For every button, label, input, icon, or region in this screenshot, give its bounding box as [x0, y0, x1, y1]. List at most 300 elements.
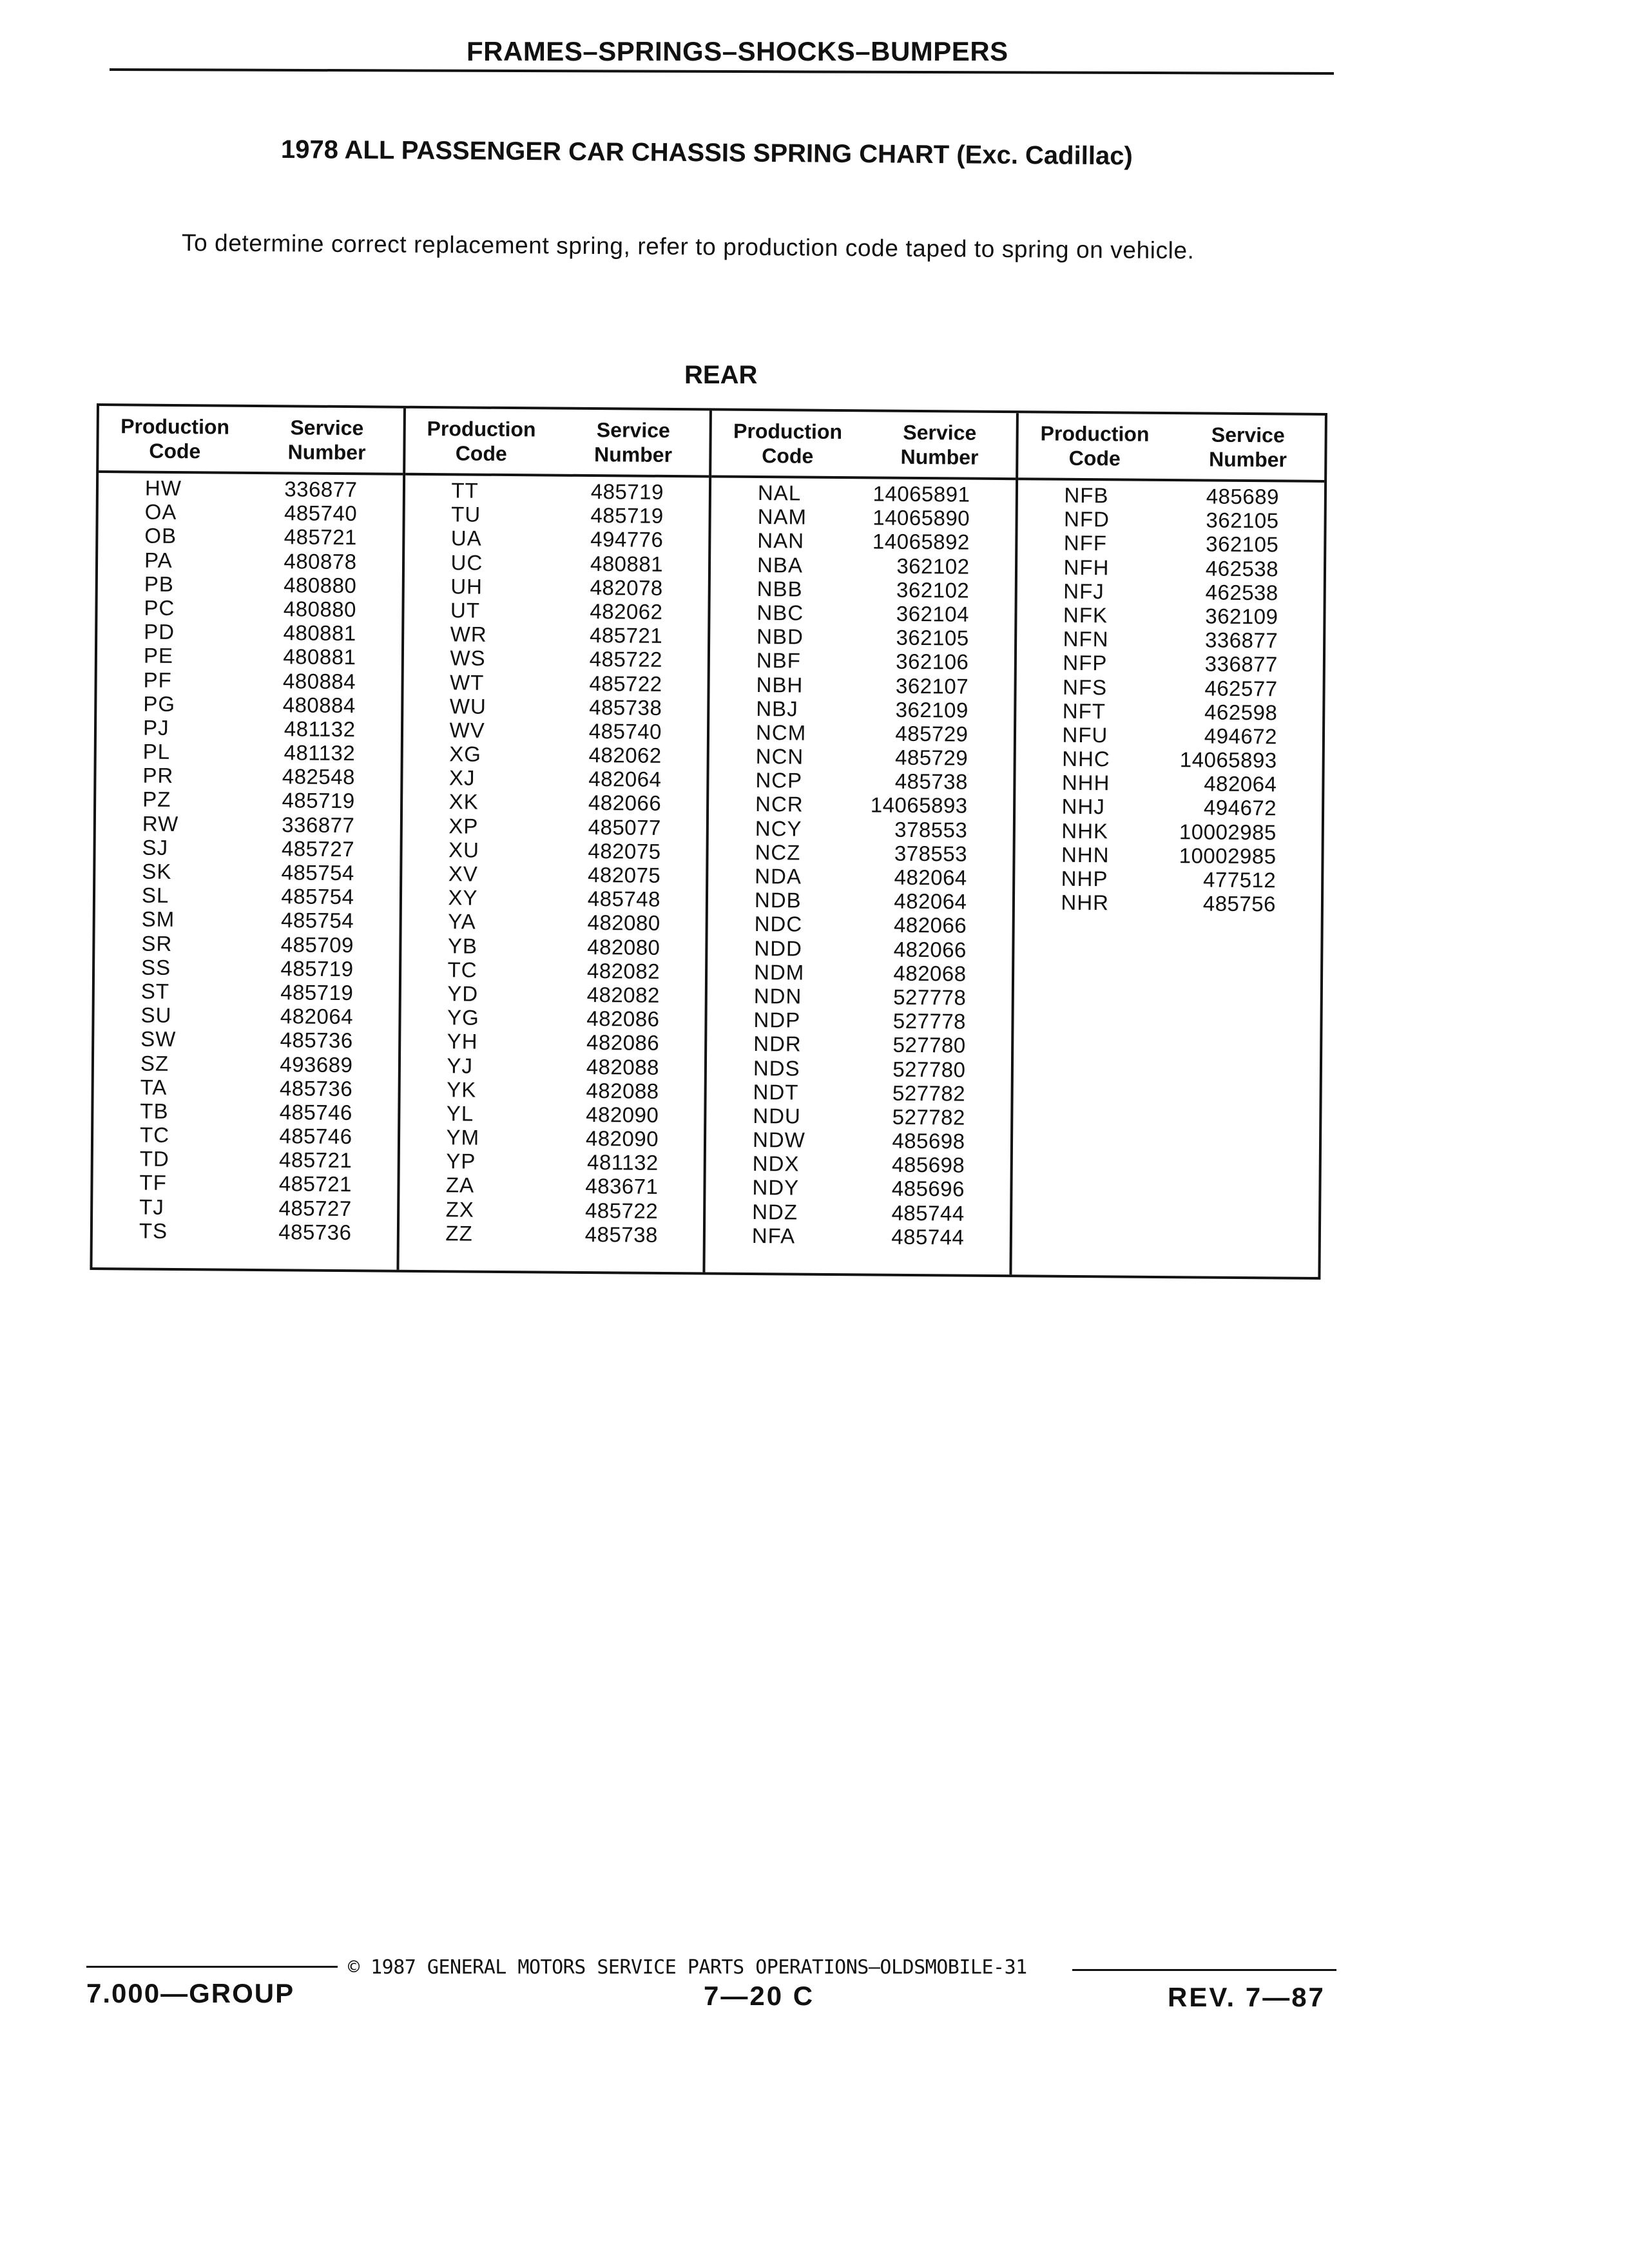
production-code-cell: PA: [144, 548, 173, 572]
service-number-cell: 485719: [282, 788, 355, 813]
service-number-cell: 482068: [893, 961, 967, 986]
service-number-cell: 485744: [891, 1224, 965, 1249]
service-number-cell: 482064: [1204, 771, 1277, 796]
service-number-cell: 482090: [586, 1102, 659, 1127]
production-code-cell: NCZ: [755, 840, 801, 865]
service-number-cell: 482075: [587, 863, 661, 887]
table-row: [405, 502, 709, 528]
production-code-cell: NFP: [1063, 651, 1108, 675]
production-code-cell: TT: [451, 478, 479, 503]
page-section-title: FRAMES–SPRINGS–SHOCKS–BUMPERS: [467, 36, 1008, 66]
service-number-cell: 482080: [587, 910, 660, 936]
service-number-cell: 480881: [283, 644, 356, 669]
service-number-header: [1171, 422, 1324, 472]
header-text: Service: [903, 420, 977, 445]
production-code-cell: UH: [450, 574, 483, 599]
table-row: [403, 718, 707, 744]
production-code-cell: NDM: [753, 959, 805, 985]
production-code-cell: OA: [144, 499, 177, 524]
table-row: [95, 955, 399, 981]
table-row: [1017, 602, 1324, 629]
spring-chart-table: [90, 403, 1327, 1280]
table-row: [710, 624, 1014, 651]
service-number-cell: 493689: [280, 1052, 353, 1077]
table-row: [706, 1151, 1010, 1178]
table-row: [93, 1218, 397, 1245]
table-row: [706, 1175, 1010, 1202]
instruction-text: To determine correct replacement spring, refer to production code taped to spring on vehicle.: [181, 229, 1195, 264]
table-column-group: [1012, 413, 1325, 1277]
table-row: [403, 646, 708, 672]
service-number-cell: 482066: [893, 913, 967, 938]
service-number-cell: 527778: [892, 1008, 967, 1033]
table-column-group: [399, 408, 712, 1273]
production-code-cell: NBJ: [756, 696, 798, 721]
table-row: [95, 931, 399, 957]
service-number-cell: 480884: [282, 668, 356, 693]
service-number-cell: 485746: [279, 1124, 352, 1149]
production-code-cell: YA: [448, 909, 476, 934]
service-number-cell: 462577: [1204, 676, 1278, 700]
table-row: [404, 622, 708, 648]
service-number-cell: 485740: [284, 501, 358, 526]
service-number-cell: 485722: [589, 647, 663, 672]
header-text: Number: [900, 445, 979, 469]
production-code-cell: NDS: [753, 1055, 800, 1081]
table-row: [708, 912, 1012, 938]
table-body: [706, 477, 1016, 1249]
header-text: Code: [455, 441, 507, 466]
production-code-cell: WU: [449, 694, 487, 718]
chart-title: 1978 ALL PASSENGER CAR CHASSIS SPRING CHART (Exc. Cadillac): [280, 135, 1133, 171]
table-row: [94, 1075, 398, 1101]
service-number-cell: 362105: [896, 625, 969, 650]
production-code-cell: NFU: [1062, 722, 1108, 747]
table-row: [1017, 506, 1324, 533]
header-text: Production: [427, 417, 536, 441]
table-row: [97, 643, 401, 669]
table-row: [400, 1053, 704, 1079]
table-row: [402, 838, 706, 864]
service-number-cell: 485719: [280, 980, 354, 1005]
production-code-cell: NBA: [757, 552, 804, 577]
service-number-cell: 14065893: [1179, 747, 1277, 773]
table-column-group: [705, 411, 1018, 1275]
service-number-cell: 336877: [284, 477, 358, 502]
table-row: [93, 1170, 397, 1196]
production-code-cell: NAM: [757, 505, 807, 529]
service-number-cell: 485689: [1206, 484, 1280, 509]
table-row: [99, 476, 403, 502]
production-code-cell: NDD: [754, 936, 803, 961]
production-code-cell: TC: [139, 1122, 170, 1147]
table-row: [403, 669, 708, 696]
production-code-cell: NFS: [1062, 675, 1108, 699]
service-number-cell: 485719: [280, 956, 354, 981]
header-text: Code: [762, 444, 814, 468]
service-number-cell: 485738: [584, 1222, 659, 1247]
table-row: [707, 1032, 1011, 1058]
production-code-cell: NFN: [1063, 626, 1109, 651]
service-number-cell: 485721: [284, 524, 358, 550]
table-row: [94, 1051, 398, 1077]
table-row: [404, 550, 708, 576]
production-code-cell: SS: [140, 955, 171, 979]
production-code-cell: YB: [447, 933, 478, 958]
production-code-cell: NFH: [1063, 555, 1110, 579]
production-code-cell: PC: [144, 595, 175, 620]
service-number-cell: 494776: [590, 527, 664, 552]
service-number-cell: 336877: [282, 812, 355, 837]
table-row: [708, 983, 1012, 1010]
production-code-cell: NDC: [754, 912, 803, 937]
table-row: [401, 957, 705, 983]
production-code-cell: PF: [143, 668, 172, 692]
service-number-cell: 485748: [587, 887, 661, 912]
service-number-cell: 362105: [1206, 508, 1279, 533]
production-code-cell: XP: [448, 813, 479, 838]
table-row: [708, 840, 1012, 866]
production-code-cell: SK: [142, 859, 172, 883]
table-row: [96, 787, 400, 813]
production-code-cell: SM: [141, 907, 175, 932]
table-body: [399, 476, 709, 1247]
service-number-cell: 482062: [590, 599, 663, 624]
table-header: [405, 408, 709, 478]
production-code-cell: PJ: [142, 715, 169, 740]
service-number-cell: 362109: [1205, 604, 1278, 629]
service-number-cell: 480878: [284, 548, 357, 573]
production-code-cell: YH: [447, 1029, 478, 1053]
table-row: [98, 572, 402, 598]
service-number-cell: 480880: [283, 597, 357, 622]
service-number-cell: 482064: [894, 889, 967, 914]
service-number-cell: 482064: [894, 865, 967, 890]
service-number-cell: 485719: [590, 479, 664, 504]
footer-rule-left: [86, 1966, 338, 1968]
production-code-cell: NHN: [1061, 842, 1110, 867]
table-row: [401, 909, 706, 936]
service-number-cell: 482090: [585, 1126, 659, 1151]
service-number-cell: 362107: [895, 673, 969, 698]
service-number-cell: 14065892: [872, 529, 970, 555]
header-text: Number: [593, 443, 673, 467]
table-row: [706, 1103, 1010, 1129]
table-row: [97, 619, 401, 646]
service-number-cell: 482066: [893, 937, 967, 962]
production-code-cell: YK: [447, 1077, 477, 1102]
production-code-cell: YD: [447, 981, 479, 1006]
table-row: [94, 1026, 398, 1053]
table-row: [1015, 866, 1322, 892]
production-code-cell: NCM: [755, 720, 807, 745]
production-code-cell: NDX: [752, 1151, 800, 1176]
service-number-cell: 378553: [894, 817, 968, 842]
table-row: [1017, 579, 1324, 605]
table-row: [400, 1101, 704, 1128]
service-number-cell: 482078: [590, 575, 663, 600]
table-row: [706, 1223, 1010, 1249]
service-number-cell: 485722: [584, 1198, 659, 1223]
table-row: [399, 1221, 703, 1247]
service-number-cell: 336877: [1204, 651, 1278, 677]
table-row: [97, 595, 401, 622]
table-column-group: [92, 406, 405, 1270]
table-body: [93, 473, 403, 1245]
table-row: [97, 668, 401, 694]
service-number-cell: 485738: [589, 695, 662, 720]
table-row: [709, 768, 1013, 794]
production-code-cell: TC: [447, 957, 477, 982]
table-row: [709, 720, 1014, 746]
service-number-cell: 485698: [892, 1128, 965, 1153]
production-code-cell: NCY: [755, 816, 802, 841]
table-row: [403, 693, 708, 720]
table-row: [709, 816, 1013, 842]
production-code-header: [711, 419, 863, 469]
table-row: [400, 1149, 704, 1175]
service-number-cell: 480884: [282, 692, 356, 717]
service-number-cell: 485754: [281, 884, 354, 909]
service-number-cell: 485727: [281, 836, 355, 861]
footer-group-label: 7.000—GROUP: [86, 1978, 295, 2008]
service-number-cell: 362102: [896, 577, 970, 602]
production-code-cell: XJ: [448, 765, 476, 790]
production-code-cell: NDA: [755, 864, 802, 889]
service-number-cell: 482080: [587, 934, 660, 959]
table-row: [401, 1005, 705, 1032]
table-header: [1018, 413, 1325, 483]
service-number-cell: 527780: [892, 1057, 966, 1082]
production-code-header: [405, 416, 557, 466]
table-row: [96, 811, 400, 838]
table-row: [401, 885, 706, 912]
header-rule: [110, 68, 1334, 75]
service-number-cell: 14065893: [870, 793, 968, 818]
table-row: [711, 480, 1016, 506]
production-code-cell: NHR: [1061, 890, 1110, 915]
production-code-header: [1018, 421, 1171, 471]
production-code-cell: PR: [142, 763, 174, 788]
production-code-cell: NDZ: [752, 1199, 798, 1224]
service-number-cell: 527780: [892, 1033, 966, 1057]
header-text: Code: [149, 439, 201, 463]
production-code-cell: TA: [140, 1075, 168, 1099]
service-number-cell: 485740: [588, 718, 662, 744]
footer-revision: REV. 7—87: [1168, 1982, 1325, 2012]
header-text: Production: [120, 414, 230, 439]
production-code-cell: WV: [449, 718, 485, 742]
production-code-cell: TS: [139, 1218, 168, 1243]
service-number-cell: 485754: [280, 908, 354, 933]
table-row: [1017, 483, 1324, 509]
production-code-cell: RW: [142, 811, 179, 836]
production-code-cell: NCN: [755, 744, 804, 769]
service-number-cell: 482075: [588, 838, 661, 863]
table-row: [1016, 770, 1322, 796]
table-row: [404, 574, 708, 601]
table-row: [405, 526, 709, 552]
header-text: Service: [596, 418, 670, 442]
footer-rule-right: [1072, 1969, 1336, 1971]
production-code-cell: PD: [144, 619, 175, 644]
service-number-cell: 481132: [586, 1150, 659, 1175]
production-code-cell: PB: [144, 572, 174, 596]
production-code-cell: NDP: [753, 1008, 801, 1032]
production-code-cell: TF: [139, 1170, 167, 1195]
service-number-cell: 462538: [1205, 580, 1278, 605]
production-code-cell: NDB: [754, 888, 802, 912]
service-number-cell: 362106: [896, 649, 969, 674]
production-code-cell: ST: [140, 979, 170, 1003]
production-code-cell: TU: [451, 502, 481, 526]
production-code-cell: NDR: [753, 1032, 802, 1056]
production-code-cell: YG: [447, 1005, 479, 1030]
table-row: [707, 1008, 1011, 1034]
table-row: [95, 907, 400, 933]
production-code-cell: SR: [141, 931, 173, 956]
table-row: [99, 499, 403, 526]
table-row: [707, 1055, 1011, 1082]
service-number-cell: 482066: [588, 791, 662, 816]
table-row: [97, 715, 401, 742]
production-code-cell: NCR: [755, 792, 804, 817]
service-number-cell: 14065891: [872, 481, 970, 506]
service-number-cell: 485756: [1202, 891, 1277, 916]
table-row: [708, 936, 1012, 962]
table-row: [1016, 675, 1323, 701]
production-code-cell: NDW: [752, 1128, 806, 1152]
table-row: [1014, 890, 1321, 916]
service-number-cell: 480881: [283, 620, 356, 646]
production-code-cell: UT: [450, 598, 481, 622]
table-row: [709, 744, 1014, 771]
table-row: [708, 959, 1012, 986]
table-row: [95, 835, 400, 861]
table-row: [403, 742, 707, 768]
header-text: Production: [733, 419, 843, 444]
table-row: [405, 478, 709, 505]
table-row: [1016, 746, 1322, 773]
service-number-cell: 527782: [892, 1081, 966, 1106]
service-number-cell: 485698: [891, 1152, 965, 1177]
service-number-cell: 362105: [1206, 532, 1279, 557]
table-row: [1016, 722, 1322, 749]
header-text: Number: [287, 440, 366, 465]
table-row: [98, 548, 402, 574]
service-number-cell: 485754: [281, 860, 354, 885]
service-number-cell: 378553: [894, 841, 968, 866]
table-row: [1015, 842, 1322, 869]
service-number-cell: 482062: [588, 743, 662, 767]
production-code-cell: TJ: [139, 1195, 165, 1219]
production-code-cell: NDN: [753, 983, 802, 1008]
table-row: [403, 765, 707, 792]
service-number-cell: 482082: [586, 982, 660, 1007]
production-code-cell: ZX: [445, 1196, 475, 1222]
service-number-cell: 482064: [280, 1004, 354, 1029]
production-code-cell: NHJ: [1061, 794, 1105, 819]
production-code-cell: NBB: [757, 576, 803, 601]
service-number-cell: 480881: [590, 551, 664, 576]
table-row: [400, 1173, 704, 1199]
table-row: [1016, 651, 1323, 677]
header-text: Number: [1208, 447, 1287, 472]
production-code-cell: HW: [144, 476, 182, 501]
service-number-cell: 485729: [895, 721, 969, 746]
production-code-cell: XV: [448, 861, 478, 886]
production-code-cell: NBD: [757, 624, 804, 649]
service-number-cell: 485736: [278, 1220, 352, 1244]
table-row: [98, 523, 402, 550]
table-row: [400, 1077, 704, 1103]
production-code-cell: NHC: [1062, 746, 1110, 771]
production-code-cell: ZA: [445, 1173, 475, 1198]
production-code-cell: ZZ: [445, 1221, 473, 1245]
production-code-cell: YL: [446, 1101, 474, 1126]
table-row: [1015, 794, 1322, 821]
service-number-cell: 482088: [586, 1078, 659, 1103]
table-row: [711, 505, 1016, 531]
header-text: Service: [1211, 423, 1285, 447]
production-code-cell: SZ: [140, 1051, 169, 1075]
table-row: [708, 888, 1012, 914]
production-code-cell: NFT: [1062, 698, 1106, 724]
production-code-cell: XY: [448, 885, 478, 910]
service-number-cell: 485721: [279, 1148, 352, 1173]
service-number-cell: 482548: [282, 764, 356, 789]
production-code-cell: NDY: [752, 1175, 800, 1200]
production-code-cell: NBH: [756, 672, 804, 697]
table-row: [93, 1122, 398, 1149]
service-number-cell: 485744: [891, 1200, 965, 1225]
table-row: [93, 1195, 397, 1221]
production-code-cell: WR: [450, 622, 487, 646]
production-code-cell: NAL: [757, 481, 802, 505]
production-code-cell: NHK: [1061, 818, 1109, 843]
service-number-cell: 482086: [586, 1030, 660, 1055]
production-code-cell: UA: [450, 526, 482, 551]
table-row: [95, 859, 400, 885]
service-number-cell: 485696: [891, 1177, 965, 1202]
production-code-cell: NCP: [755, 768, 803, 793]
production-code-cell: NHP: [1061, 866, 1108, 891]
table-row: [96, 763, 400, 789]
table-row: [401, 981, 705, 1008]
table-row: [1017, 626, 1324, 653]
production-code-cell: NFJ: [1063, 579, 1104, 604]
table-row: [711, 576, 1015, 602]
production-code-cell: WT: [449, 669, 485, 695]
production-code-cell: SU: [140, 1003, 172, 1028]
service-number-cell: 485746: [279, 1100, 352, 1125]
table-row: [93, 1099, 398, 1125]
service-number-cell: 482064: [588, 767, 662, 792]
service-number-cell: 14065890: [872, 505, 970, 530]
table-row: [403, 789, 707, 816]
footer-page-number: 7—20 C: [704, 1981, 815, 2011]
table-row: [1017, 531, 1324, 557]
production-code-cell: NDU: [753, 1103, 801, 1128]
production-code-cell: NDT: [753, 1079, 799, 1104]
service-number-cell: 485721: [278, 1171, 352, 1196]
production-code-cell: YJ: [447, 1053, 474, 1078]
service-number-cell: 485736: [279, 1075, 353, 1100]
service-number-cell: 462538: [1205, 556, 1279, 581]
service-number-cell: 485719: [590, 503, 664, 528]
table-header: [711, 411, 1016, 481]
service-number-cell: 527782: [892, 1104, 965, 1129]
